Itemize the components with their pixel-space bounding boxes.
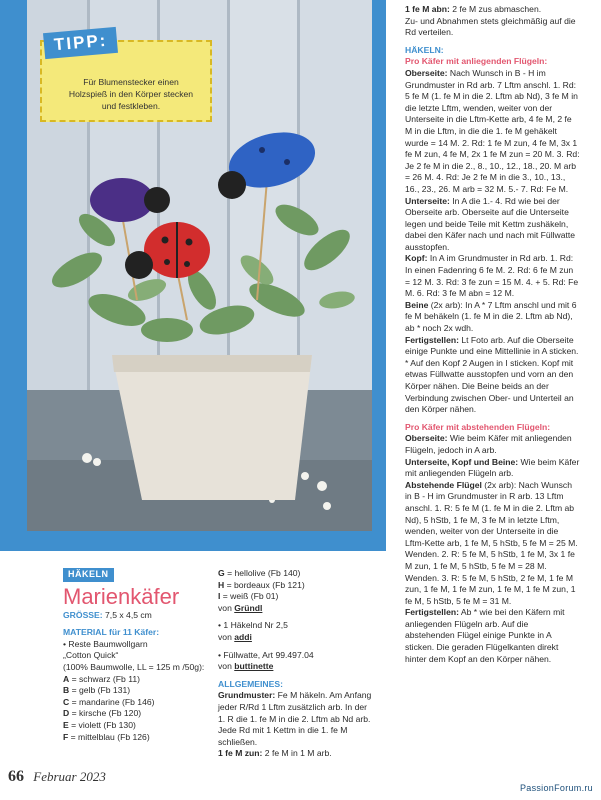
color-line — [63, 708, 215, 720]
brand-name: buttinette — [234, 661, 274, 672]
fill-line: • Füllwatte, Art 99.497.04 — [218, 649, 314, 660]
color-line — [63, 732, 215, 744]
increase-text: 2 fe M in 1 M arb. — [262, 748, 332, 759]
von-text: von — [218, 661, 235, 672]
instruction-paragraph — [405, 196, 580, 254]
color-key: G — [218, 568, 225, 578]
color-key: I — [218, 591, 221, 602]
decrease-text: 2 fe M zus abmaschen. — [449, 4, 542, 14]
instruction-text: Wie beim Käfer mit anliegenden Flügeln arb. — [405, 456, 580, 479]
instruction-label: Abstehende Flügel — [405, 479, 482, 490]
color-line — [63, 697, 215, 709]
instruction-label: Fertigstellen: — [405, 607, 459, 618]
color-key: E — [63, 719, 69, 730]
color-value: = violett (Fb 130) — [68, 719, 136, 730]
instruction-label: Beine — [405, 299, 429, 310]
color-value: = weiß (Fb 01) — [220, 591, 279, 602]
decrease-note: Zu- und Abnahmen stets gleichmäßig auf die Rd verteilen. — [405, 15, 576, 38]
instruction-text: (2x arb): Nach Wunsch in B - H im Grundmuster in R arb. 13 Lftm anschl. 1. R: 5 fe M (1. fe M in die 2. Lftm ab Nd), 5 hStb, 1 fe M, 3 fe M in letzte Lftm, wenden, weiter von der Unterseite in die Lftm-Kette arb, 1 fe M, 5 hStb, 5 fe M = 25 M. Wenden. 2. R: 5 fe M, 5 hStb, 1 fe M, 3x 1 fe M zun, 1 fe M, 5 hStb, 5 fe M = 28 M. Wenden. 3. R: 5 fe M, 5 hStb, 2 fe M, 1 fe M zun, 1 fe M, 1 fe M zun, 1 fe M, 1 fe M zun, 1 fe M, 5 hStb, 5 fe M = 31 M. — [405, 479, 578, 606]
tipp-line: Holzspieß in den Körper stecken — [68, 89, 194, 99]
material-line: • Reste Baumwollgarn — [63, 638, 148, 649]
decrease-label: 1 fe M abn: — [405, 4, 450, 14]
pattern-text: Fe M häkeln. Am Anfang jeder R/Rd 1 Lftm zusätzlich arb. In der 1. R die 1. fe M in die 2. Lftm ab Nd arb. Jede Rd mit 1 Kettm in die 1. fe M schließen. — [218, 690, 372, 747]
pattern-paragraph — [218, 690, 376, 748]
increase-label: 1 fe M zun: — [218, 748, 263, 759]
instruction-paragraph — [405, 433, 580, 456]
color-line — [218, 580, 376, 592]
color-key: B — [63, 685, 70, 696]
color-key: H — [218, 579, 225, 590]
material-line: „Cotton Quick“ — [63, 650, 119, 661]
brand-line — [218, 632, 376, 644]
material-line: (100% Baumwolle, LL = 125 m /50g): — [63, 661, 205, 672]
color-value: = bordeaux (Fb 121) — [224, 579, 305, 590]
issue-month: Februar 2023 — [33, 769, 106, 784]
size-line — [63, 610, 215, 622]
color-line — [63, 720, 215, 732]
color-key: D — [63, 708, 70, 719]
instruction-label: Unterseite, Kopf und Beine: — [405, 456, 519, 467]
tipp-heading: TIPP: — [43, 27, 118, 59]
instruction-text: Nach Wunsch in B - H im Grundmuster in Rd arb. 7 Lftm anschl. 1. Rd: 5 fe M (1. fe M in die 2. Lftm ab Nd), 3 fe M in die letzte Lftm, wenden, weiter von der Unterseite in die Lftm-Kette arb, 4 fe M, 2 fe M in die Lftm, in die die 1. fe M gehäkelt wurde = 14 M. 2. Rd: 1 fe M zun, 4 fe M, 3x 1 fe M zun, 4 fe M, 2x 1 fe M zun = 20 M. 3. Rd: Je 2 fe M in die 2., 8., 10., 12., 18., 20. M arb = 26 M. 4. Rd: Je 2 fe M in die 3., 10., 13., 16., 23., 26. M arb = 32 M. 5.- 7. Rd: Fe M. — [405, 67, 580, 194]
instruction-paragraph — [405, 457, 580, 480]
instruction-label: Oberseite: — [405, 433, 448, 444]
material-heading: MATERIAL für 11 Käfer: — [63, 627, 160, 638]
instruction-text: (2x arb): In A * 7 Lftm anschl und mit 6 fe M behäkeln (1. fe M in die 2. Lftm ab Nd), ab * noch 2x wdh. — [405, 299, 577, 334]
color-line — [63, 674, 215, 686]
instruction-paragraph — [405, 253, 580, 299]
instructions-column — [405, 4, 580, 665]
instruction-text: Lt Foto arb. Auf die Oberseite einige Punkte und eine Mittellinie in A sticken. * Auf den Kopf 2 Augen in I sticken. Kopf mit etwas Füllwatte ausstopfen und vorn an den Körper nähen. Die Beine beids an der Verbindung zwischen Ober- und Unterteil an den Körper nähen. — [405, 334, 579, 415]
instruction-label: Fertigstellen: — [405, 334, 459, 345]
hakeln-heading: HÄKELN: — [405, 44, 444, 55]
general-heading: ALLGEMEINES: — [218, 678, 283, 689]
tipp-text — [60, 76, 202, 112]
instruction-label: Kopf: — [405, 253, 428, 264]
instruction-label: Unterseite: — [405, 195, 450, 206]
brand-name: addi — [234, 631, 252, 642]
materials-column — [63, 568, 215, 743]
decrease-paragraph — [405, 4, 580, 16]
color-key: F — [63, 731, 69, 742]
instruction-paragraph — [405, 607, 580, 665]
needle-line: • 1 Häkelnd Nr 2,5 — [218, 620, 288, 631]
von-text: von — [218, 602, 235, 613]
tipp-line: Für Blumenstecker einen — [83, 77, 179, 87]
subsection-heading: Pro Käfer mit anliegenden Flügeln: — [405, 56, 548, 67]
brand-name: Gründl — [234, 602, 263, 613]
von-text: von — [218, 631, 235, 642]
site-credit: PassionForum.ru — [519, 783, 593, 793]
brand-line — [218, 661, 376, 673]
instruction-text: In A im Grundmuster in Rd arb. 1. Rd: In einen Fadenring 6 fe M. 2. Rd: 6 fe M zun = 12 M. 3. Rd: 3 fe zun = 15 M. 4. + 5. Rd: Fe M. 6. Rd: 3 fe M abn = 12 M. — [405, 253, 579, 299]
tipp-line: und festkleben. — [101, 101, 161, 111]
color-line — [63, 685, 215, 697]
instruction-paragraph — [405, 480, 580, 608]
size-value: 7,5 x 4,5 cm — [105, 609, 152, 620]
section-label: HÄKELN — [63, 568, 114, 582]
color-value: = kirsche (Fb 120) — [69, 708, 142, 719]
instruction-text: Ab * wie bei den Käfern mit anliegenden Flügeln arb. Auf die abstehenden Flügel einige Punkte in A sticken. Die geraden Flügelkanten direkt hinter dem Kopf an den Körper nähen. — [405, 607, 565, 664]
brand-line — [218, 603, 376, 615]
color-value: = schwarz (Fb 11) — [69, 673, 140, 684]
color-key: C — [63, 696, 70, 707]
color-key: A — [63, 673, 70, 684]
increase-paragraph — [218, 748, 376, 760]
color-value: = gelb (Fb 131) — [69, 685, 131, 696]
size-label: GRÖSSE: — [63, 609, 103, 620]
general-column — [218, 568, 376, 760]
tipp-box — [40, 30, 212, 122]
instruction-text: In A die 1.- 4. Rd wie bei der Oberseite arb. Oberseite auf die Unterseite legen und beide Teile mit Kettm zushäkeln, dabei den Käfer nach und nach mit Füllwatte ausstopfen. — [405, 195, 576, 252]
subsection-heading: Pro Käfer mit abstehenden Flügeln: — [405, 421, 551, 432]
color-value: = hellolive (Fb 140) — [224, 568, 301, 578]
instruction-label: Oberseite: — [405, 67, 448, 78]
color-line — [218, 591, 376, 603]
color-value: = mittelblau (Fb 126) — [68, 731, 150, 742]
instruction-paragraph — [405, 300, 580, 335]
color-value: = mandarine (Fb 146) — [69, 696, 155, 707]
page-number: 66 — [8, 768, 24, 785]
pattern-label: Grundmuster: — [218, 690, 276, 701]
color-line — [218, 568, 376, 580]
instruction-text: Wie beim Käfer mit anliegenden Flügeln, jedoch in A arb. — [405, 433, 572, 455]
instruction-paragraph — [405, 68, 580, 196]
page-title: Marienkäfer — [63, 583, 180, 609]
instruction-paragraph — [405, 335, 580, 416]
page-footer — [8, 768, 106, 786]
